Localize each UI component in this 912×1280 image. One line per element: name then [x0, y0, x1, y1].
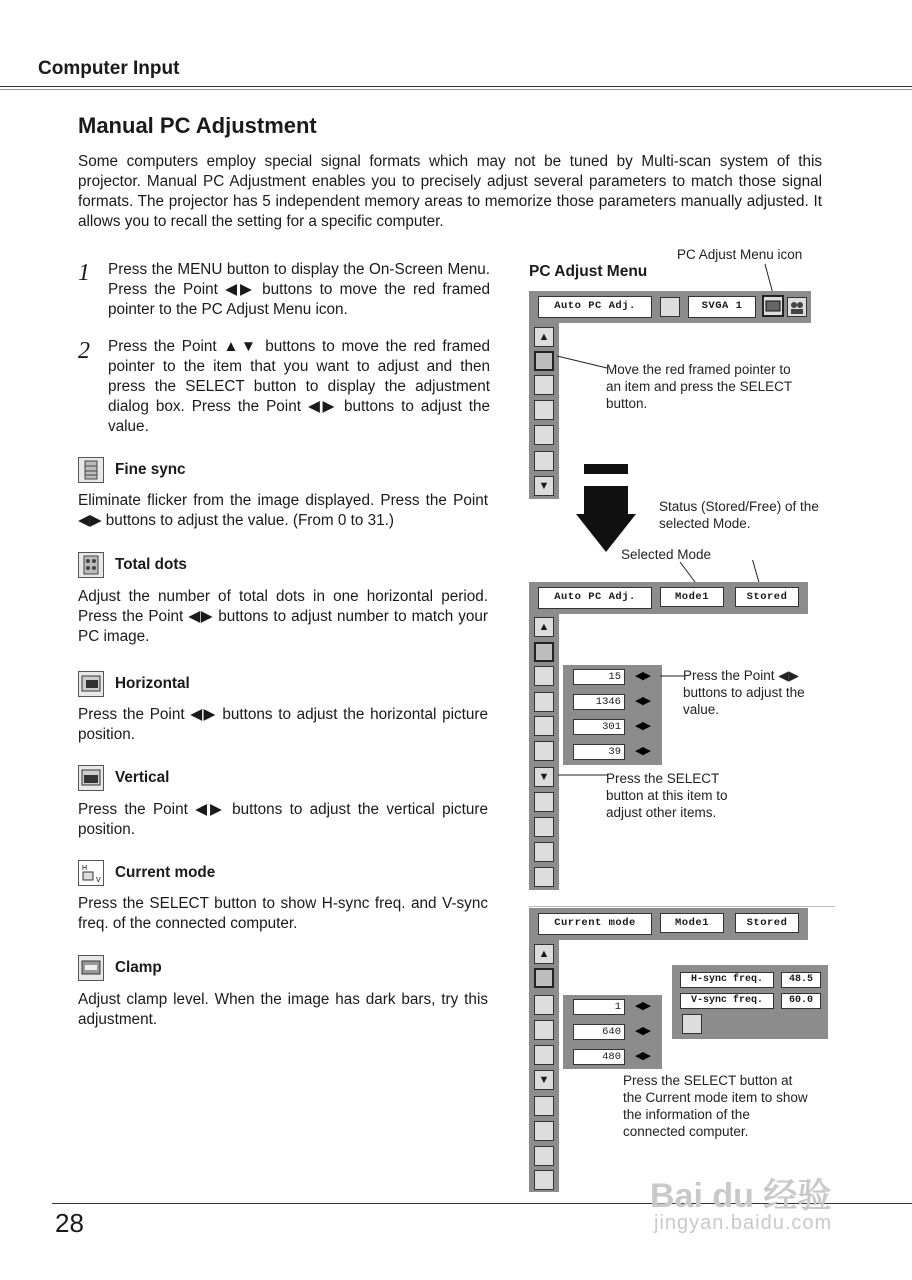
up-arrow-icon[interactable]: ▲ [534, 327, 554, 347]
clamp-icon [78, 955, 104, 981]
display-area-h-value[interactable]: 640 [573, 1024, 625, 1040]
people-icon[interactable] [787, 297, 807, 317]
vertical-value[interactable]: 39 [573, 744, 625, 760]
reset-icon[interactable] [534, 1096, 554, 1116]
section-body: Press the Point ◀▶ buttons to adjust the vertical picture position. [78, 801, 488, 838]
horizontal-value[interactable]: 301 [573, 719, 625, 735]
reset-icon[interactable] [534, 792, 554, 812]
left-right-arrows-icon[interactable]: ◀▶ [635, 720, 650, 732]
pc-adjust-menu-label: PC Adjust Menu [529, 263, 648, 280]
clamp-icon[interactable] [534, 995, 554, 1015]
clamp-value[interactable]: 1 [573, 999, 625, 1015]
store-icon[interactable] [534, 1121, 554, 1141]
auto-pc-adj-icon[interactable] [534, 351, 554, 371]
down-arrow-graphic [584, 486, 628, 514]
selected-mode-caption: Selected Mode [621, 547, 712, 562]
left-right-arrows-icon[interactable]: ◀▶ [635, 670, 650, 682]
intro-paragraph: Some computers employ special signal formats which may not be tuned by Multi-scan system of this projector. Manual PC Adjustment enables you to precisely adjust several parameters to match those signal formats. The projector has 5 independent memory areas to memorize those parameters manually adjusted. It allows you to recall the setting for a specific computer. [78, 153, 822, 230]
mode-box[interactable]: SVGA 1 [688, 296, 756, 318]
total-dots-icon [78, 552, 104, 578]
section-header: Computer Input [38, 58, 180, 79]
store-icon[interactable] [534, 817, 554, 837]
down-arrow-icon[interactable]: ▼ [534, 476, 554, 496]
select-caption: Press the SELECT button at this item to adjust other items. [606, 771, 728, 820]
left-right-arrows-icon[interactable]: ◀▶ [635, 1000, 650, 1012]
pc-adjust-menu-icon[interactable] [762, 295, 784, 317]
section-body: Press the Point ◀▶ buttons to adjust the horizontal picture position. [78, 706, 488, 743]
auto-pc-adj-box[interactable]: Auto PC Adj. [538, 587, 652, 609]
horizontal-icon[interactable] [534, 425, 554, 445]
step-text: Press the Point ▲▼ buttons to move the red framed pointer to the item that you want to adjust and then press the SELECT button to display the adjustment dialog box. Press the Point ◀▶ buttons to adjust the value. [108, 338, 490, 435]
header-rule [0, 86, 912, 90]
watermark-brand: Bai du 经验 [650, 1177, 832, 1215]
h-sync-label: H-sync freq. [680, 972, 774, 988]
horizontal-icon[interactable] [534, 716, 554, 736]
fine-sync-icon[interactable] [534, 375, 554, 395]
left-right-arrows-icon[interactable]: ◀▶ [635, 1050, 650, 1062]
pc-adjust-icon-caption: PC Adjust Menu icon [677, 247, 803, 262]
down-arrow-icon[interactable]: ▼ [534, 767, 554, 787]
display-area-icon[interactable] [534, 1020, 554, 1040]
page-number: 28 [55, 1208, 84, 1238]
section-title: Vertical [115, 769, 170, 786]
fine-sync-icon[interactable] [534, 666, 554, 686]
pointer-caption: Move the red framed pointer to an item and press the SELECT button. [606, 362, 792, 411]
value-panel [563, 665, 662, 765]
auto-pc-adj-box[interactable]: Auto PC Adj. [538, 296, 652, 318]
current-mode-box[interactable]: Current mode [538, 913, 652, 935]
sync-info-panel [672, 965, 828, 1039]
display-area-h-icon[interactable] [534, 1045, 554, 1065]
total-dots-value[interactable]: 1346 [573, 694, 625, 710]
horizontal-icon [78, 671, 104, 697]
mode-box[interactable]: Mode1 [660, 587, 724, 607]
current-mode-icon[interactable] [534, 968, 554, 988]
value-panel [563, 995, 662, 1069]
section-body: Eliminate flicker from the image displayed. Press the Point ◀▶ buttons to adjust the value. (From 0 to 31.) [78, 492, 488, 529]
section-body: Adjust the number of total dots in one horizontal period. Press the Point ◀▶ buttons to adjust number to match your PC image. [78, 588, 488, 645]
watermark-url: jingyan.baidu.com [654, 1212, 833, 1234]
section-title: Current mode [115, 864, 216, 881]
total-dots-icon[interactable] [534, 400, 554, 420]
svg-text:H: H [82, 865, 88, 872]
section-title: Total dots [115, 556, 187, 573]
v-sync-label: V-sync freq. [680, 993, 774, 1009]
free-icon[interactable] [534, 1146, 554, 1166]
v-sync-value: 60.0 [781, 993, 821, 1009]
display-area-v-value[interactable]: 480 [573, 1049, 625, 1065]
status-box[interactable]: Stored [735, 587, 799, 607]
section-title: Clamp [115, 959, 162, 976]
setting-icon[interactable] [660, 297, 680, 317]
down-arrow-icon[interactable]: ▼ [534, 1070, 554, 1090]
mode-box[interactable]: Mode1 [660, 913, 724, 933]
up-arrow-icon[interactable]: ▲ [534, 944, 554, 964]
divider [529, 906, 835, 907]
current-mode-caption: Press the SELECT button at the Current mode item to show the information of the connected computer. [623, 1073, 808, 1139]
left-right-arrows-icon[interactable]: ◀▶ [635, 1025, 650, 1037]
fine-sync-value[interactable]: 15 [573, 669, 625, 685]
fine-sync-icon [78, 457, 104, 483]
section-body: Press the SELECT button to show H-sync freq. and V-sync freq. of the connected computer. [78, 895, 488, 932]
status-box[interactable]: Stored [735, 913, 799, 933]
free-icon[interactable] [534, 842, 554, 862]
section-title: Horizontal [115, 675, 190, 692]
callout-line [556, 770, 610, 780]
step-number: 1 [78, 260, 90, 286]
quit-icon[interactable] [534, 867, 554, 887]
vertical-icon [78, 765, 104, 791]
vertical-icon[interactable] [534, 451, 554, 471]
down-arrow-graphic [584, 464, 628, 474]
quit-icon[interactable] [682, 1014, 702, 1034]
status-caption: Status (Stored/Free) of the selected Mode. [659, 499, 819, 531]
page-title: Manual PC Adjustment [78, 113, 317, 138]
up-arrow-icon[interactable]: ▲ [534, 617, 554, 637]
current-mode-icon [78, 860, 104, 886]
left-right-arrows-icon[interactable]: ◀▶ [635, 745, 650, 757]
step-number: 2 [78, 338, 90, 364]
left-right-arrows-icon[interactable]: ◀▶ [635, 695, 650, 707]
auto-pc-adj-icon[interactable] [534, 642, 554, 662]
vertical-icon[interactable] [534, 741, 554, 761]
h-sync-value: 48.5 [781, 972, 821, 988]
total-dots-icon[interactable] [534, 692, 554, 712]
step-text: Press the MENU button to display the On-Screen Menu. Press the Point ◀▶ buttons to move the red framed pointer to the PC Adjust Menu icon. [108, 261, 490, 318]
quit-icon[interactable] [534, 1170, 554, 1190]
svg-text:V: V [96, 877, 101, 884]
value-caption: Press the Point ◀▶ buttons to adjust the value. [683, 668, 805, 717]
section-title: Fine sync [115, 461, 186, 478]
section-body: Adjust clamp level. When the image has dark bars, try this adjustment. [78, 991, 488, 1028]
